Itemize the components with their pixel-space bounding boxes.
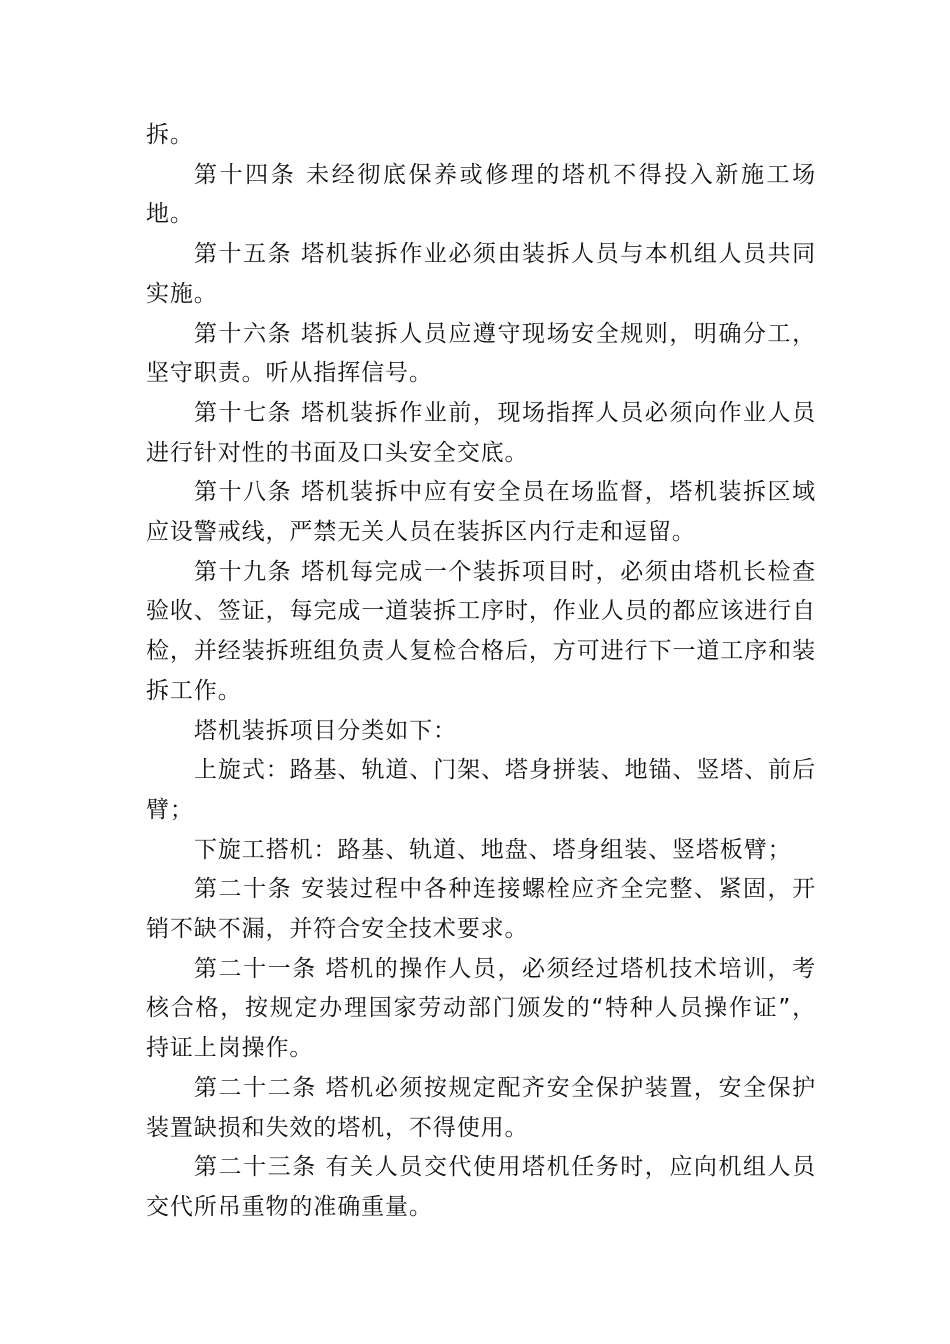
article-14: 第十四条 未经彻底保养或修理的塔机不得投入新施工场地。: [146, 161, 816, 228]
article-20: 第二十条 安装过程中各种连接螺栓应齐全完整、紧固，开销不缺不漏，并符合安全技术要求。: [146, 876, 816, 943]
classification-upper-slewing: 上旋式：路基、轨道、门架、塔身拼装、地锚、竖塔、前后臂；: [146, 757, 816, 823]
article-17: 第十七条 塔机装拆作业前，现场指挥人员必须向作业人员进行针对性的书面及口头安全交底。: [146, 399, 816, 466]
article-21: 第二十一条 塔机的操作人员，必须经过塔机技术培训，考核合格，按规定办理国家劳动部门颁发的“特种人员操作证”，持证上岗操作。: [146, 955, 816, 1062]
article-23: 第二十三条 有关人员交代使用塔机任务时，应向机组人员交代所吊重物的准确重量。: [146, 1154, 816, 1220]
article-22: 第二十二条 塔机必须按规定配齐安全保护装置，安全保护装置缺损和失效的塔机，不得使用。: [146, 1074, 816, 1141]
article-19: 第十九条 塔机每完成一个装拆项目时，必须由塔机长检查验收、签证，每完成一道装拆工序时，作业人员的都应该进行自检，并经装拆班组负责人复检合格后，方可进行下一道工序和装拆工作。: [146, 558, 816, 704]
paragraph-continuation: 拆。: [146, 122, 194, 148]
article-16: 第十六条 塔机装拆人员应遵守现场安全规则，明确分工，坚守职责。听从指挥信号。: [146, 320, 816, 387]
article-18: 第十八条 塔机装拆中应有安全员在场监督，塔机装拆区域应设警戒线，严禁无关人员在装拆区内行走和逗留。: [146, 479, 816, 546]
document-body: [146, 116, 816, 1228]
article-15: 第十五条 塔机装拆作业必须由装拆人员与本机组人员共同实施。: [146, 241, 816, 307]
classification-lower-slewing: 下旋工搭机：路基、轨道、地盘、塔身组装、竖塔板臂；: [194, 836, 792, 863]
classification-heading: 塔机装拆项目分类如下：: [194, 717, 457, 744]
